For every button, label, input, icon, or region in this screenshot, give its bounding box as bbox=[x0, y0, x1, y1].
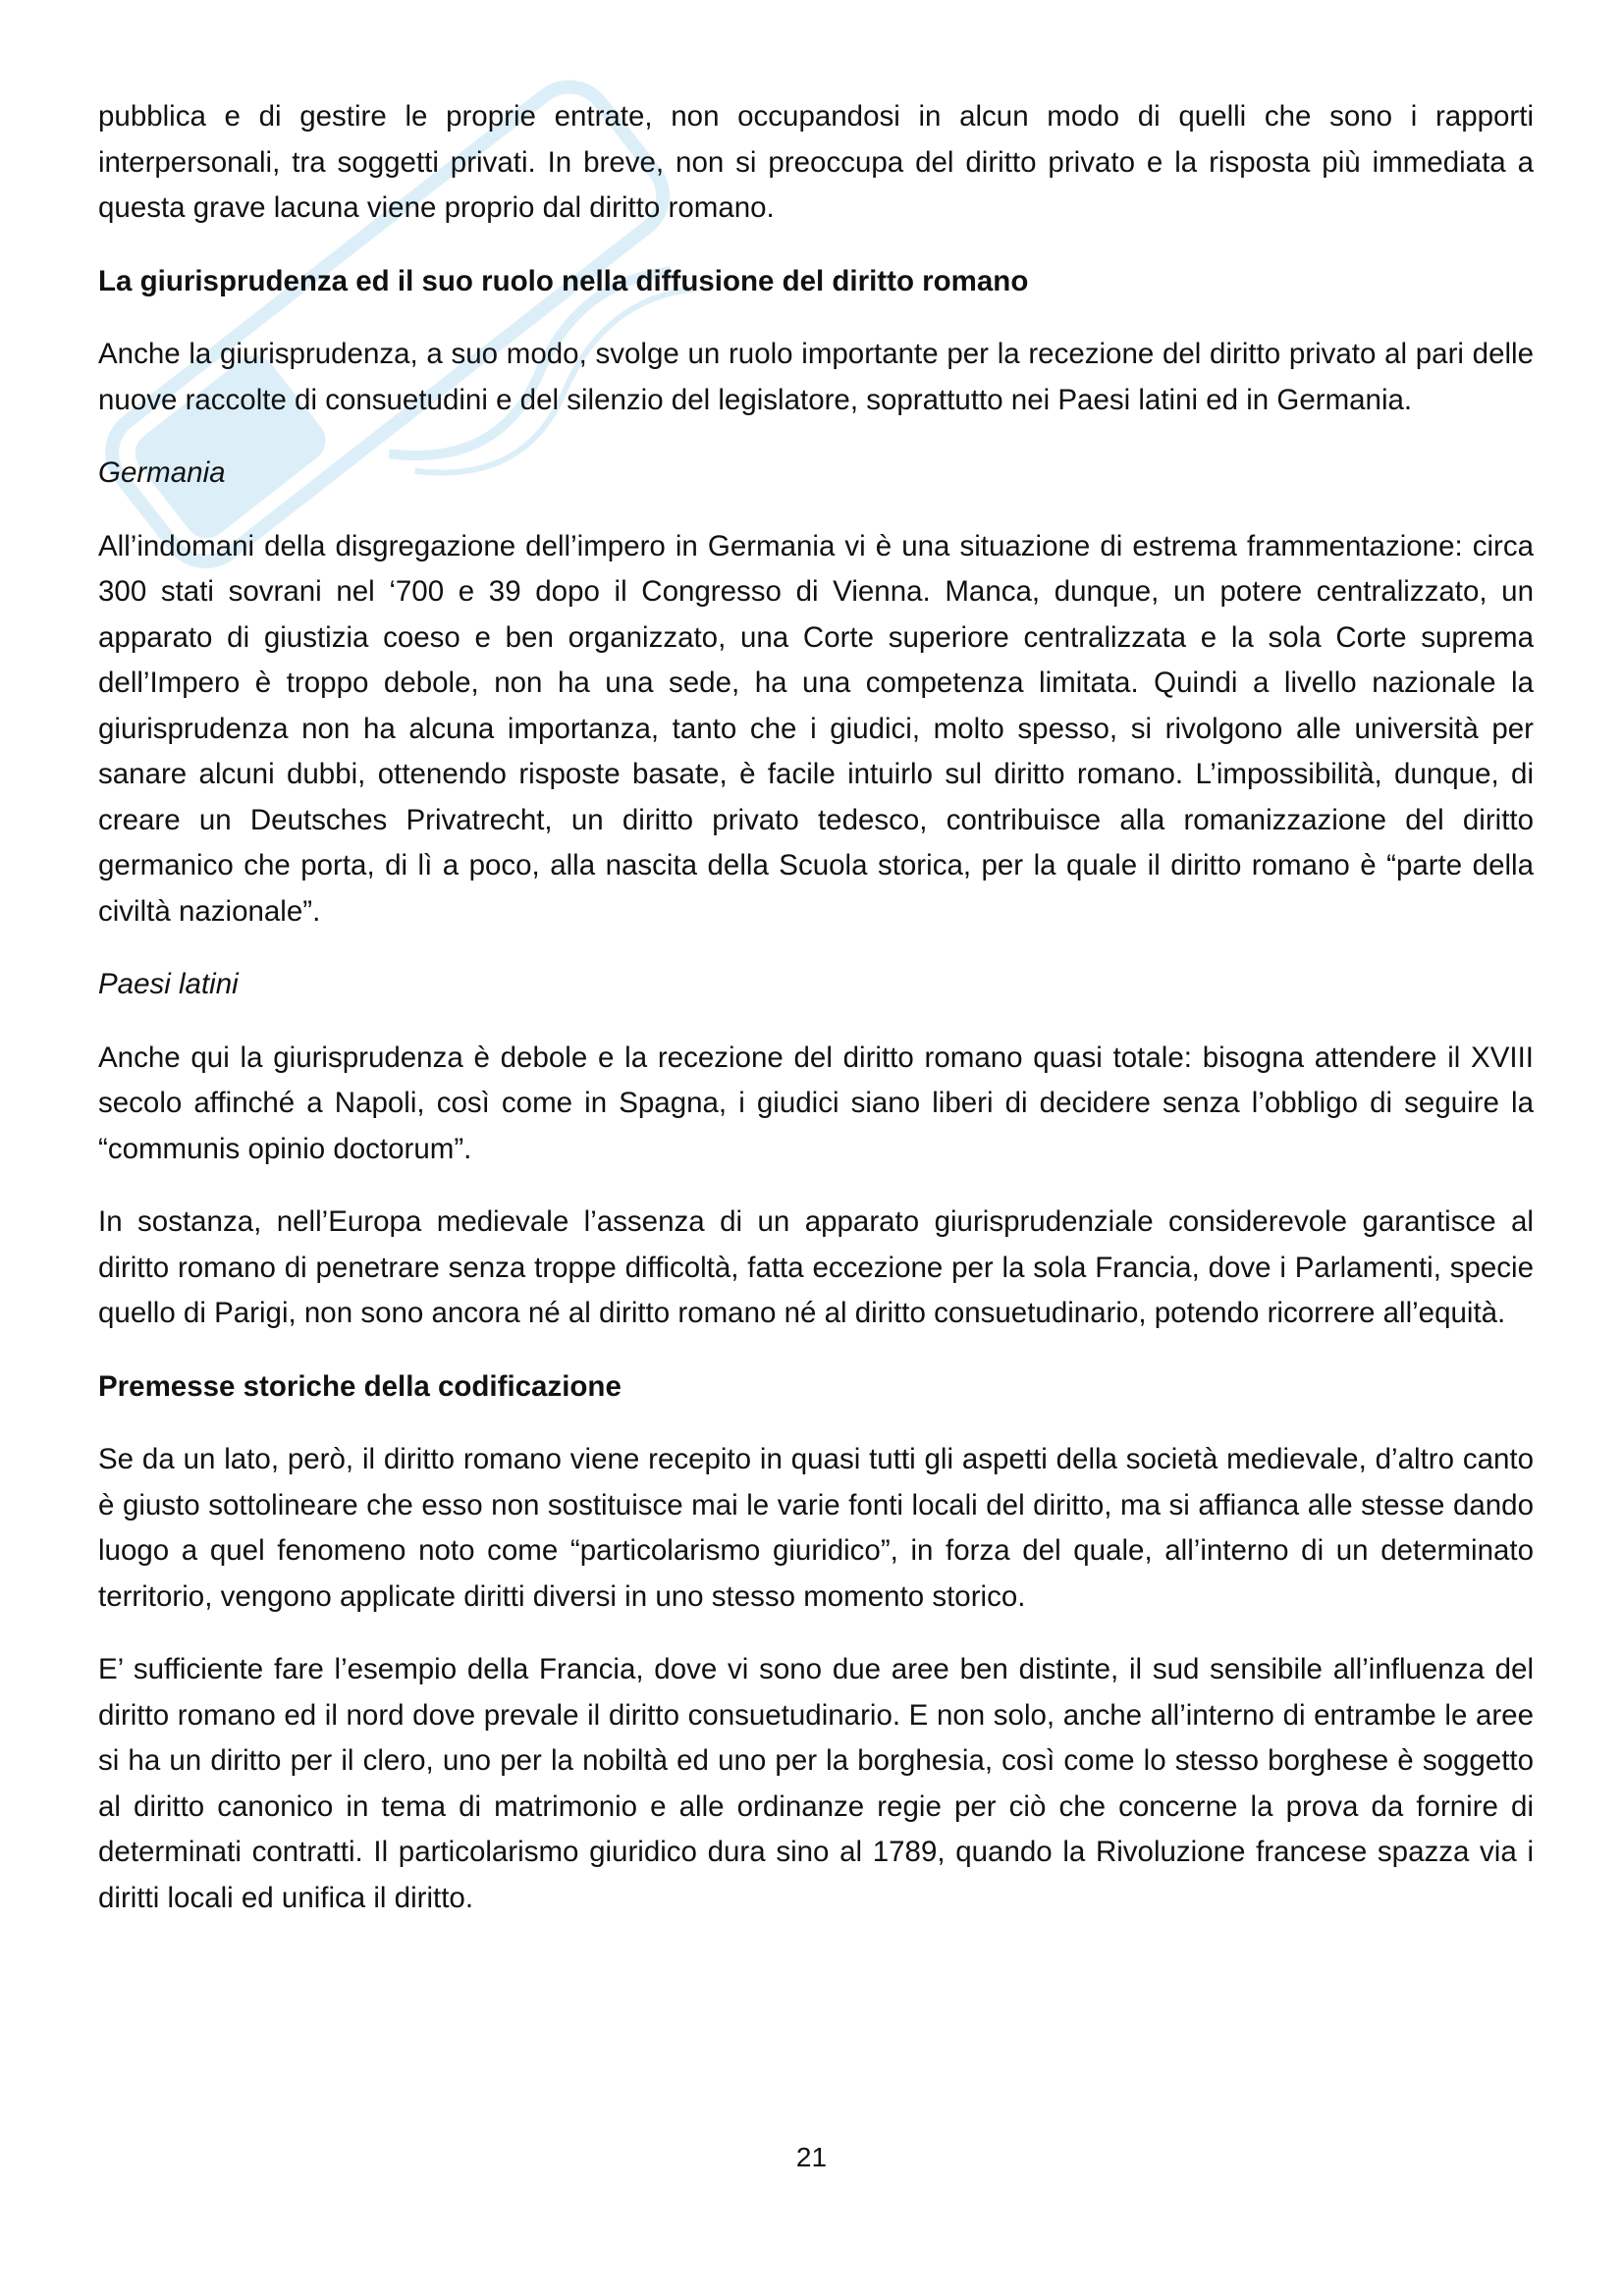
paragraph-germania: All’indomani della disgregazione dell’impero in Germania vi è una situazione di estrema frammentazione: circa 300 stati sovrani nel ‘700 e 39 dopo il Congresso di Vienna. Manca, dunque, un potere centralizzato, un apparato di giustizia coeso e ben organizzato, una Corte superiore centralizzata e la sola Corte suprema dell’Impero è troppo debole, non ha una sede, ha una competenza limitata. Quindi a livello nazionale la giurisprudenza non ha alcuna importanza, tanto che i giudici, molto spesso, si rivolgono alle università per sanare alcuni dubbi, ottenendo risposte basate, è facile intuirlo sul diritto romano. L’impossibilità, dunque, di creare un Deutsches Privatrecht, un diritto privato tedesco, contribuisce alla romanizzazione del diritto germanico che porta, di lì a poco, alla nascita della Scuola storica, per la quale il diritto romano è “parte della civiltà nazionale”. bbox=[98, 529, 1534, 928]
subheading-paesi-latini: Paesi latini bbox=[98, 968, 239, 1000]
paragraph-intro: pubblica e di gestire le proprie entrate, non occupandosi in alcun modo di quelli che sono i rapporti interpersonali, tra soggetti privati. In breve, non si preoccupa del diritto privato e la risposta più immediata a questa grave lacuna viene proprio dal diritto romano. bbox=[98, 100, 1534, 224]
paragraph-giurisprudenza: Anche la giurisprudenza, a suo modo, svolge un ruolo importante per la recezione del diritto privato al pari delle nuove raccolte di consuetudini e del silenzio del legislatore, soprattutto nei Paesi latini ed in Germania. bbox=[98, 338, 1534, 416]
subheading-germania: Germania bbox=[98, 456, 226, 489]
document-page bbox=[98, 94, 1534, 1949]
paragraph-paesi-latini: Anche qui la giurisprudenza è debole e la recezione del diritto romano quasi totale: bisogna attendere il XVIII secolo affinché a Napoli, così come in Spagna, i giudici siano liberi di decidere senza l’obbligo di seguire la “communis opinio doctorum”. bbox=[98, 1041, 1534, 1165]
heading-giurisprudenza: La giurisprudenza ed il suo ruolo nella diffusione del diritto romano bbox=[98, 264, 1029, 297]
page-number: 21 bbox=[795, 2142, 828, 2172]
paragraph-francia: E’ sufficiente fare l’esempio della Francia, dove vi sono due aree ben distinte, il sud sensibile all’influenza del diritto romano ed il nord dove prevale il diritto consuetudinario. E non solo, anche all’interno di entrambe le aree si ha un diritto per il clero, uno per la nobiltà ed uno per la borghesia, così come lo stesso borghese è soggetto al diritto canonico in tema di matrimonio e alle ordinanze regie per ciò che concerne la prova da fornire di determinati contratti. Il particolarismo giuridico dura sino al 1789, quando la Rivoluzione francese spazza via i diritti locali ed unifica il diritto. bbox=[98, 1653, 1534, 1914]
heading-premesse: Premesse storiche della codificazione bbox=[98, 1369, 622, 1403]
paragraph-sostanza: In sostanza, nell’Europa medievale l’assenza di un apparato giurisprudenziale considerevole garantisce al diritto romano di penetrare senza troppe difficoltà, fatta eccezione per la sola Francia, dove i Parlamenti, specie quello di Parigi, non sono ancora né al diritto romano né al diritto consuetudinario, potendo ricorrere all’equità. bbox=[98, 1205, 1534, 1329]
paragraph-premesse: Se da un lato, però, il diritto romano viene recepito in quasi tutti gli aspetti della società medievale, d’altro canto è giusto sottolineare che esso non sostituisce mai le varie fonti locali del diritto, ma si affianca alle stesse dando luogo a quel fenomeno noto come “particolarismo giuridico”, in forza del quale, all’interno di un determinato territorio, vengono applicate diritti diversi in uno stesso momento storico. bbox=[98, 1443, 1534, 1613]
